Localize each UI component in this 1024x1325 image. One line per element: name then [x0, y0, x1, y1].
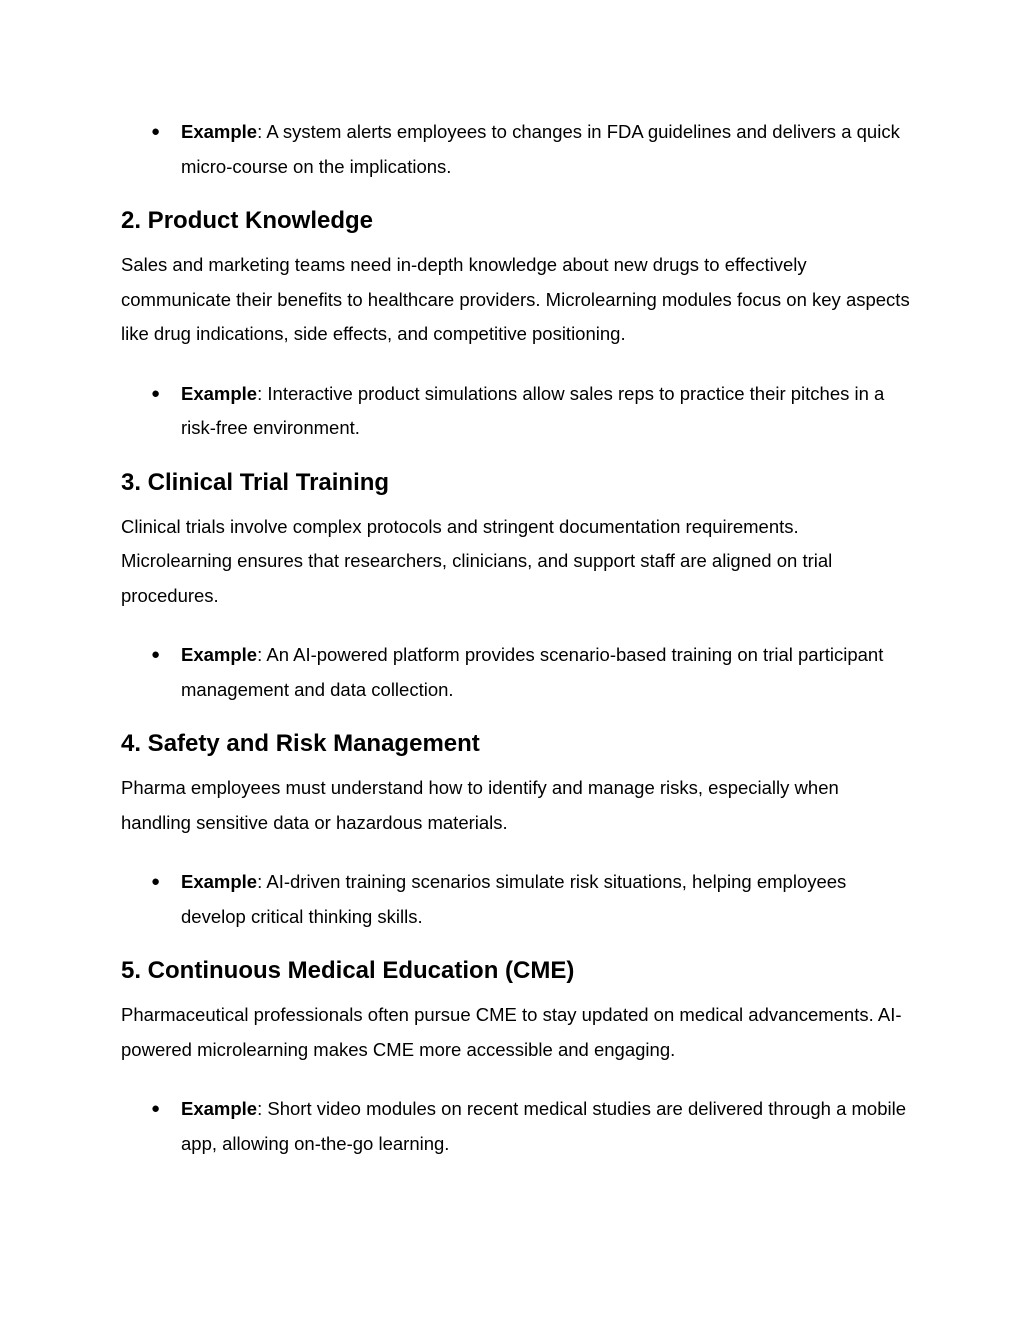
section-paragraph: Pharma employees must understand how to identify and manage risks, especially when handling sensitive data or hazardous materials. [121, 777, 839, 833]
bullet-icon: ● [151, 123, 161, 140]
list-item [121, 115, 911, 184]
section-paragraph: Pharmaceutical professionals often pursue CME to stay updated on medical advancements. AI-powered microlearning makes CME more accessible and engaging. [121, 1004, 902, 1060]
section-bullet-list [121, 865, 911, 934]
section-bullet-list [121, 377, 911, 446]
document-page [121, 115, 911, 1161]
section-heading: 5. Continuous Medical Education (CME) [121, 957, 575, 984]
bullet-text: : An AI-powered platform provides scenario-based training on trial participant management and data collection. [181, 644, 884, 700]
bullet-icon: ● [151, 384, 161, 402]
bullet-label: Example [181, 382, 258, 404]
list-item [121, 377, 911, 446]
bullet-icon: ● [151, 646, 161, 663]
section-heading: 3. Clinical Trial Training [121, 468, 390, 496]
list-item [121, 865, 911, 934]
bullet-text: : Interactive product simulations allow sales reps to practice their pitches in a risk-free environment. [181, 382, 885, 438]
section-heading: 4. Safety and Risk Management [121, 730, 480, 757]
section-bullet-list [121, 1092, 911, 1161]
list-item [121, 1092, 911, 1161]
section-paragraph: Clinical trials involve complex protocols and stringent documentation requirements. Microlearning ensures that researchers, clinicians, and support staff are aligned on trial procedures. [121, 515, 833, 606]
bullet-text: : AI-driven training scenarios simulate risk situations, helping employees develop critical thinking skills. [181, 871, 847, 927]
bullet-text: : A system alerts employees to changes in FDA guidelines and delivers a quick micro-course on the implications. [181, 121, 900, 177]
bullet-label: Example [181, 1098, 258, 1119]
bullet-text: : Short video modules on recent medical studies are delivered through a mobile app, allowing on-the-go learning. [181, 1098, 907, 1154]
bullet-label: Example [181, 644, 258, 665]
intro-bullet-list [121, 115, 911, 184]
bullet-icon: ● [151, 873, 161, 890]
bullet-label: Example [181, 871, 258, 892]
section-paragraph: Sales and marketing teams need in-depth knowledge about new drugs to effectively communicate their benefits to healthcare providers. Microlearning modules focus on key aspects like drug indications, side effects, and competitive positioning. [121, 254, 910, 344]
section-heading: 2. Product Knowledge [121, 207, 374, 234]
list-item [121, 638, 911, 707]
bullet-icon: ● [151, 1100, 161, 1117]
section-bullet-list [121, 638, 911, 707]
bullet-label: Example [181, 121, 258, 142]
